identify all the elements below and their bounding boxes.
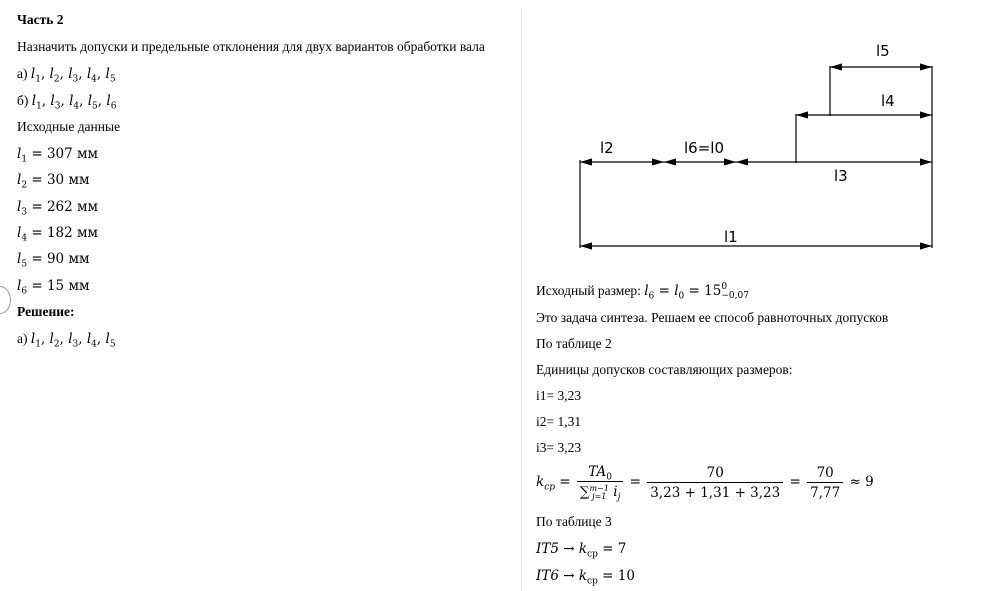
given-l5: $l_5 = 90$ мм	[17, 251, 90, 270]
unit-i2: i2= 1,31	[536, 414, 582, 429]
variant-a-prefix: а)	[17, 66, 28, 81]
given-l6: $l_6 = 15$ мм	[17, 278, 90, 297]
task-text: Назначить допуски и предельные отклонения для двух вариантов обработки вала	[17, 39, 485, 54]
it6-line: $IT6 \to k_{ср} = 10$	[536, 568, 635, 587]
fraction-70-777: $\frac{70}{7,77}$	[807, 465, 843, 501]
column-divider	[521, 8, 522, 591]
label-l1: l1	[724, 228, 738, 246]
label-l4: l4	[881, 92, 895, 110]
units-heading: Единицы допусков составляющих размеров:	[536, 362, 793, 377]
table2-ref: По таблице 2	[536, 336, 612, 351]
source-size-line: Исходный размер: $l_6 = l_0 = 15$ 0 −0,07	[536, 281, 749, 302]
variant-b-line	[17, 92, 116, 110]
given-l1: $l_1 = 307$ мм	[17, 146, 99, 165]
solution-a-prefix: а)	[17, 331, 28, 346]
unit-i1: i1= 3,23	[536, 388, 582, 403]
kcp-formula: $k_{cp}$ = $TA_0$ ∑ m−1 j=1 $i_j$ = $\frac{70}{3,23 + 1,31 + 3,23}$ = $\frac{70}{7,77}$ ≈ 9	[536, 464, 874, 503]
variant-a-list: $l_1$, $l_2$, $l_3$, $l_4$, $l_5$	[30, 66, 116, 85]
table3-ref: По таблице 3	[536, 514, 612, 529]
given-l3: $l_3 = 262$ мм	[17, 199, 99, 218]
dimension-chain-drawing	[560, 30, 960, 270]
variant-b-prefix: б)	[17, 93, 29, 108]
label-l6: l6=l0	[684, 139, 724, 157]
label-l5: l5	[876, 42, 890, 60]
label-l2: l2	[600, 139, 614, 157]
synthesis-text: Это задача синтеза. Решаем ее способ равноточных допусков	[536, 310, 889, 325]
given-l2: $l_2 = 30$ мм	[17, 172, 90, 191]
fraction-70-sum: $\frac{70}{3,23 + 1,31 + 3,23}$	[647, 465, 783, 501]
variant-a-line	[17, 65, 116, 83]
section-title: Часть 2	[17, 12, 64, 27]
solution-heading: Решение:	[17, 304, 75, 319]
given-heading: Исходные данные	[17, 119, 121, 134]
unit-i3: i3= 3,23	[536, 440, 582, 455]
solution-a-list: $l_1$, $l_2$, $l_3$, $l_4$, $l_5$	[30, 331, 116, 350]
given-l4: $l_4 = 182$ мм	[17, 225, 99, 244]
solution-a-line	[17, 330, 116, 348]
label-l3: l3	[834, 167, 848, 185]
scroll-handle[interactable]	[0, 286, 11, 314]
fraction-ta-sum: $TA_0$ ∑ m−1 j=1 $i_j$	[577, 464, 623, 501]
variant-b-list: $l_1$, $l_3$, $l_4$, $l_5$, $l_6$	[31, 93, 117, 112]
it5-line: $IT5 \to k_{ср} = 7$	[536, 541, 627, 560]
